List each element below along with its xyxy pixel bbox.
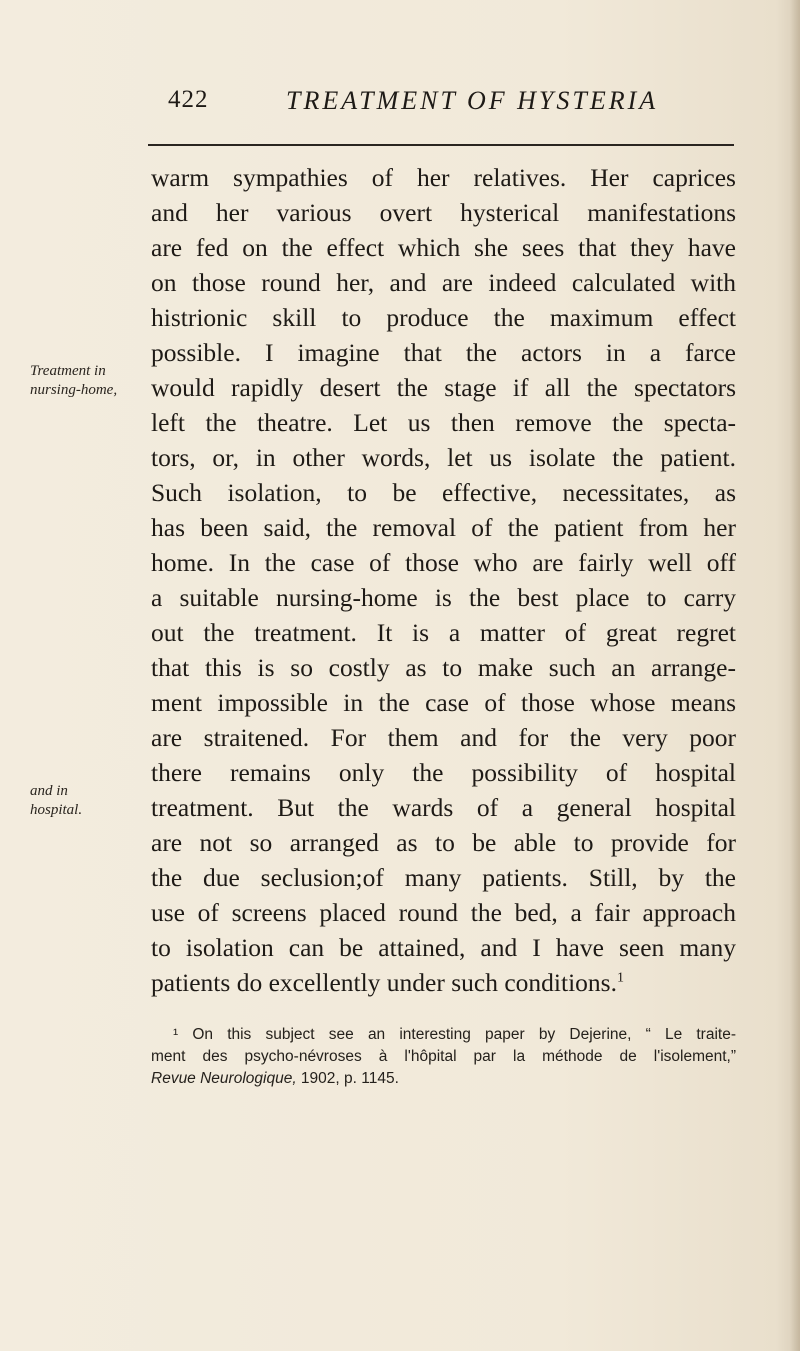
body-line: ment impossible in the case of those whose means	[151, 688, 736, 717]
footnote-line: ment des psycho-névroses à l'hôpital par la méthode de l'isolement,”	[151, 1048, 736, 1065]
body-line: Such isolation, to be effective, necessitates, as	[151, 478, 736, 507]
body-line: treatment. But the wards of a general hospital	[151, 793, 736, 822]
body-line: would rapidly desert the stage if all the spectators	[151, 373, 736, 402]
body-line: has been said, the removal of the patient from her	[151, 513, 736, 542]
page-edge-shadow	[790, 0, 800, 1351]
body-line: are fed on the effect which she sees that they have	[151, 233, 736, 262]
body-line: tors, or, in other words, let us isolate the patient.	[151, 443, 736, 472]
body-line: are straitened. For them and for the very poor	[151, 723, 736, 752]
body-line: left the theatre. Let us then remove the specta-	[151, 408, 736, 437]
body-line: use of screens placed round the bed, a fair approach	[151, 898, 736, 927]
body-line-text: patients do excellently under such conditions.	[151, 968, 617, 997]
body-line: the due seclusion;of many patients. Still, by the	[151, 863, 736, 892]
footnote-journal: Revue Neurologique,	[151, 1070, 297, 1087]
body-line: and her various overt hysterical manifestations	[151, 198, 736, 227]
body-line: to isolation can be attained, and I have seen many	[151, 933, 736, 962]
body-line: on those round her, and are indeed calculated with	[151, 268, 736, 297]
body-line: warm sympathies of her relatives. Her caprices	[151, 163, 736, 192]
page-header	[168, 86, 728, 126]
sidenote-line: nursing-home,	[30, 382, 118, 398]
body-line: a suitable nursing-home is the best place to carry	[151, 583, 736, 612]
footnote-line: ¹ On this subject see an interesting paper by Dejerine, “ Le traite-	[173, 1026, 736, 1043]
body-text	[151, 160, 736, 1000]
sidenote-hospital	[30, 782, 82, 820]
body-line: are not so arranged as to be able to provide for	[151, 828, 736, 857]
footnote	[151, 1024, 736, 1090]
running-title: TREATMENT OF HYSTERIA	[286, 86, 659, 115]
sidenote-nursing-home	[30, 362, 117, 400]
body-line: there remains only the possibility of hospital	[151, 758, 736, 787]
body-line: home. In the case of those who are fairly well off	[151, 548, 736, 577]
body-line-final	[151, 965, 736, 1000]
page-number: 422	[168, 86, 209, 113]
body-line: out the treatment. It is a matter of great regret	[151, 618, 736, 647]
footnote-citation	[151, 1068, 736, 1090]
body-line: that this is so costly as to make such an arrange-	[151, 653, 736, 682]
sidenote-line: and in	[30, 783, 68, 799]
header-rule	[148, 144, 734, 146]
footnote-citation-detail: 1902, p. 1145.	[296, 1070, 399, 1087]
sidenote-line: hospital.	[30, 802, 83, 818]
body-line: possible. I imagine that the actors in a farce	[151, 338, 736, 367]
body-line: histrionic skill to produce the maximum effect	[151, 303, 736, 332]
footnote-marker: 1	[616, 970, 624, 986]
sidenote-line: Treatment in	[30, 363, 106, 379]
